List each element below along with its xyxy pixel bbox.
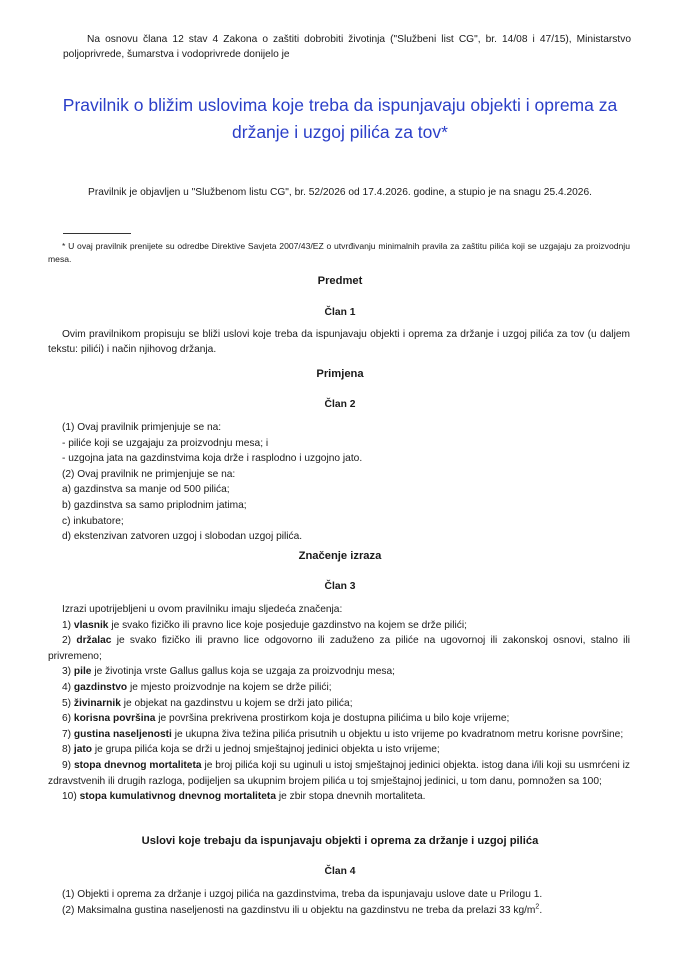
definitions-intro: Izrazi upotrijebljeni u ovom pravilniku imaju sljedeća značenja:: [62, 604, 343, 615]
footnote-divider: [63, 233, 131, 234]
list-item: c) inkubatore;: [62, 515, 124, 527]
article-1-text: Ovim pravilnikom propisuju se bliži uslovi koje treba da ispunjavaju objekti i oprema za držanje i uzgoj pilića za tov (u daljem tekstu: pilići) i način njihovog držanja.: [48, 329, 630, 355]
article-heading-clan-2: Član 2: [324, 399, 356, 410]
section-heading-primjena: Primjena: [316, 368, 364, 380]
definition-item: 6) korisna površina je površina prekrivena prostirkom koja je dostupna pilićima u bilo koje vrijeme;: [62, 713, 510, 725]
section-heading-uslovi: Uslovi koje trebaju da ispunjavaju objekti i oprema za držanje i uzgoj pilića: [141, 835, 539, 847]
article-heading-clan-4: Član 4: [324, 866, 356, 877]
article-heading-clan-3: Član 3: [324, 581, 356, 592]
article-4-text: [62, 887, 630, 918]
definition-item: 2) držalac je svako fizičko ili pravno lice odgovorno ili zaduženo za piliće na ugovornoj ili zakonskoj osnovi, stalno ili privremeno;: [48, 635, 630, 662]
paragraph-line: (1) Objekti i oprema za držanje i uzgoj pilića na gazdinstvima, treba da ispunjavaju uslove date u Prilogu 1.: [62, 889, 543, 900]
article-heading-clan-1: Član 1: [324, 307, 356, 318]
article-3-definitions: [48, 602, 630, 805]
paragraph-line: (2) Maksimalna gustina naseljenosti na gazdinstvu ili u objektu na gazdinstvu ne treba da prelazi 33 $kg/m^2$.: [62, 903, 543, 916]
definition-item: 8) jato je grupa pilića koja se drži u jednoj smještajnoj jedinici objekta u isto vrijeme;: [62, 744, 440, 756]
list-item: - piliće koji se uzgajaju za proizvodnju mesa; i: [62, 437, 269, 449]
definition-item: 10) stopa kumulativnog dnevnog mortaliteta je zbir stopa dnevnih mortaliteta.: [62, 791, 426, 803]
definition-item: 4) gazdinstvo je mjesto proizvodnje na kojem se drže pilići;: [62, 681, 332, 693]
definition-item: 9) stopa dnevnog mortaliteta je broj pilića koji su uginuli u istoj smještajnoj jedinici objekta. istog dana i/ili koji su usmrćeni iz zdravstvenih ili drugih razloga, podijeljen sa ukupnim brojem pilića u toj smještajnoj jedinici, u tom danu, pomnožen sa 100;: [48, 759, 630, 787]
publication-note: Pravilnik je objavljen u "Službenom listu CG", br. 52/2026 od 17.4.2026. godine, a stupio je na snagu 25.4.2026.: [88, 187, 592, 198]
document-title: Pravilnik o bližim uslovima koje treba da ispunjavaju objekti i oprema za držanje i uzgoj pilića za tov*: [62, 95, 618, 142]
definition-item: 7) gustina naseljenosti je ukupna živa težina pilića prisutnih u objektu u isto vrijeme po kvadratnom metru korisne površine;: [62, 728, 624, 740]
footnote-text: * U ovaj pravilnik prenijete su odredbe Direktive Savjeta 2007/43/EZ o utvrđivanju minimalnih pravila za zaštitu pilića koji se uzgajaju za proizvodnju mesa.: [48, 241, 630, 264]
list-item: (2) Ovaj pravilnik ne primjenjuje se na:: [62, 468, 236, 480]
preamble-text: Na osnovu člana 12 stav 4 Zakona o zaštiti dobrobiti životinja ("Službeni list CG", br. 14/08 i 47/15), Ministarstvo poljoprivrede, šumarstva i vodoprivrede donijelo je: [63, 34, 631, 60]
list-item: d) ekstenzivan zatvoren uzgoj i slobodan uzgoj pilića.: [62, 531, 303, 543]
section-heading-znacenje: Značenje izraza: [298, 550, 382, 562]
list-item: a) gazdinstva sa manje od 500 pilića;: [62, 484, 230, 496]
definition-item: 3) pile je životinja vrste Gallus gallus koja se uzgaja za proizvodnju mesa;: [62, 666, 395, 678]
list-item: - uzgojna jata na gazdinstvima koja drže i rasplodno i uzgojno jato.: [62, 453, 363, 465]
section-heading-predmet: Predmet: [317, 275, 363, 287]
article-2-list: [62, 420, 630, 545]
definition-item: 5) živinarnik je objekat na gazdinstvu u kojem se drži jato pilića;: [62, 697, 353, 709]
list-item: b) gazdinstva sa samo priplodnim jatima;: [62, 499, 247, 511]
list-item: (1) Ovaj pravilnik primjenjuje se na:: [62, 422, 222, 433]
definition-item: 1) vlasnik je svako fizičko ili pravno lice koje posjeduje gazdinstvo na kojem se drže pilići;: [62, 619, 467, 631]
